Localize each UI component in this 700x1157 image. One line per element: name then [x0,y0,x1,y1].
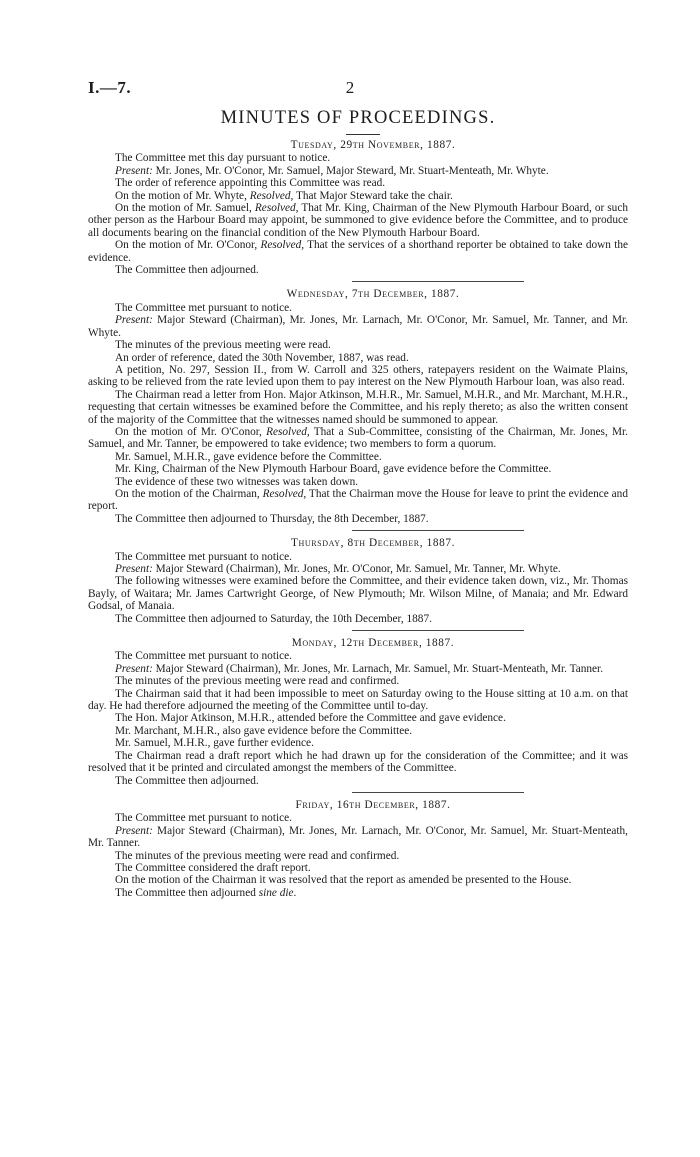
minutes-paragraph [88,850,628,862]
paragraph-text: The Committee considered the draft report. [115,861,311,874]
minutes-paragraph [88,688,628,713]
paragraph-text: The minutes of the previous meeting were read. [115,339,331,352]
minutes-paragraph [88,389,628,426]
meeting-section [88,799,628,899]
page-title: MINUTES OF PROCEEDINGS. [220,108,496,128]
paragraph-text: The Committee met pursuant to notice. [115,301,292,314]
minutes-paragraph [88,650,628,662]
minutes-paragraph [88,488,628,513]
paragraph-lead: On the motion of Mr. Whyte, [115,189,250,202]
paragraph-text: An order of reference, dated the 30th November, 1887, was read. [115,351,409,364]
meeting-section [88,537,628,625]
minutes-paragraph [88,812,628,824]
paragraph-text: Mr. Marchant, M.H.R., also gave evidence before the Committee. [115,724,413,737]
paragraph-text: On the motion of the Chairman it was resolved that the report as amended be presented to the House. [115,874,572,887]
title-rule [346,134,380,135]
paragraph-text: Major Steward (Chairman), Mr. Jones, Mr. Larnach, Mr. Samuel, Mr. Stuart-Menteath, Mr. Tanner. [152,662,604,675]
paragraph-text: The Committee then adjourned to Saturday, the 10th December, 1887. [115,612,432,625]
minutes-paragraph [88,314,628,339]
minutes-paragraph [88,165,628,177]
document-code: I.—7. [88,78,132,97]
paragraph-text: The evidence of these two witnesses was taken down. [115,475,359,488]
paragraph-lead: On the motion of the Chairman, [115,487,263,500]
minutes-paragraph [88,513,628,525]
paragraph-text: Mr. Jones, Mr. O'Conor, Mr. Samuel, Major Steward, Mr. Stuart-Menteath, Mr. Whyte. [152,164,549,177]
paragraph-lead: On the motion of Mr. O'Conor, [115,425,267,438]
minutes-paragraph [88,152,628,164]
paragraph-text: The Chairman read a letter from Hon. Major Atkinson, M.H.R., Mr. Samuel, M.H.R., and Mr. Marchant, M.H.R., requesting that certain witnesses be examined before the Committee, and his reply thereto; as also the written consent of the majority of the Committee that the witnesses named should be summoned to appear. [88,388,628,426]
minutes-paragraph [88,775,628,787]
meeting-section [88,637,628,787]
minutes-paragraph [88,264,628,276]
paragraph-text: The Committee met this day pursuant to notice. [115,152,331,165]
italic-label: Resolved, [266,425,310,438]
paragraph-text: The Committee met pursuant to notice. [115,650,292,663]
paragraph-text: The Committee met pursuant to notice. [115,550,292,563]
paragraph-text: The minutes of the previous meeting were read and confirmed. [115,849,400,862]
italic-label: Resolved, [249,189,294,202]
paragraph-text: The minutes of the previous meeting were read and confirmed. [115,675,400,688]
paragraph-lead: On the motion of Mr. Samuel, [115,202,255,215]
minutes-paragraph [88,862,628,874]
paragraph-text: Major Steward (Chairman), Mr. Jones, Mr. O'Conor, Mr. Samuel, Mr. Tanner, Mr. Whyte. [152,563,561,575]
paragraph-text: The Chairman read a draft report which he had drawn up for the consideration of the Committee; and it was resolved that it be printed and circulated amongst the members of the Committee. [88,749,628,775]
minutes-paragraph [88,463,628,475]
minutes-paragraph [88,725,628,737]
paragraph-text: Mr. Samuel, M.H.R., gave evidence before the Committee. [115,450,382,463]
paragraph-text: That Major Steward take the chair. [293,189,453,202]
minutes-paragraph [88,563,628,575]
minutes-paragraph [88,887,628,899]
section-divider [352,530,524,531]
minutes-paragraph [88,352,628,364]
meeting-date: Wednesday, 7th December, 1887. [286,288,460,301]
section-divider [352,630,524,631]
meeting-date: Thursday, 8th December, 1887. [290,537,456,550]
italic-label: sine die [258,886,294,899]
minutes-body [88,139,628,899]
minutes-paragraph [88,675,628,687]
paragraph-text: That the services of a shorthand reporter be obtained to take down the evidence. [88,239,628,264]
minutes-paragraph [88,177,628,189]
meeting-date: Tuesday, 29th November, 1887. [290,139,456,151]
minutes-paragraph [88,190,628,202]
page-header [0,78,700,108]
minutes-paragraph [88,202,628,239]
paragraph-text: The Hon. Major Atkinson, M.H.R., attended before the Committee and gave evidence. [115,712,506,725]
minutes-paragraph [88,663,628,675]
section-divider [352,281,524,282]
minutes-paragraph [88,613,628,625]
meeting-date: Friday, 16th December, 1887. [295,798,451,811]
minutes-paragraph [88,364,628,389]
minutes-paragraph [88,339,628,351]
meeting-section [88,139,628,276]
paragraph-lead: On the motion of Mr. O'Conor, [115,239,261,252]
minutes-paragraph [88,451,628,463]
paragraph-text: The Committee then adjourned. [115,774,259,787]
italic-label: Present: [115,563,153,575]
section-divider [352,792,524,793]
italic-label: Resolved, [262,487,307,500]
paragraph-text: The Committee met pursuant to notice. [115,812,292,825]
italic-label: Present: [115,314,153,327]
paragraph-text: The Chairman said that it had been impossible to meet on Saturday owing to the House sitting at 10 a.m. on that day. He had therefore adjourned the meeting of the Committee until to-day. [88,687,628,713]
page-number: 2 [345,78,355,97]
minutes-paragraph [88,825,628,850]
paragraph-lead: The Committee then adjourned [115,886,259,899]
minutes-paragraph [88,551,628,563]
italic-label: Resolved, [254,202,299,215]
paragraph-text: The order of reference appointing this Committee was read. [115,177,386,190]
paragraph-text: That Mr. King, Chairman of the New Plymouth Harbour Board, or such other person as the Harbour Board may appoint, be summoned to give evidence before the Committee, and to produce all documents bearing on the financial condition of the New Plymouth Harbour Board. [88,202,628,239]
minutes-paragraph [88,712,628,724]
minutes-paragraph [88,737,628,749]
paragraph-text: A petition, No. 297, Session II., from W. Carroll and 325 others, ratepayers resident on the Waimate Plains, asking to be relieved from the rate levied upon them to pay interest on the New Plymouth Harbour loan, was also read. [88,363,628,389]
meeting-section [88,288,628,525]
paragraph-text: Mr. Samuel, M.H.R., gave further evidence. [115,737,314,750]
italic-label: Present: [115,662,153,675]
minutes-paragraph [88,239,628,264]
italic-label: Present: [115,164,153,177]
paragraph-text: That a Sub-Committee, consisting of the Chairman, Mr. Jones, Mr. Samuel, and Mr. Tanner, be empowered to take evidence; two members to form a quorum. [88,425,628,451]
paragraph-text: Major Steward (Chairman), Mr. Jones, Mr. Larnach, Mr. O'Conor, Mr. Samuel, Mr. Tanner, and Mr. Whyte. [88,314,628,339]
minutes-paragraph [88,575,628,612]
paragraph-text: The following witnesses were examined before the Committee, and their evidence taken down, viz., Mr. Thomas Bayly, of Waitara; Mr. James Cartwright George, of New Plymouth; Mr. Wilson Milne, of Manaia; and Mr. Edward Godsal, of Manaia. [88,575,628,613]
minutes-paragraph [88,302,628,314]
paragraph-text: The Committee then adjourned to Thursday, the 8th December, 1887. [115,512,429,525]
italic-label: Present: [115,824,153,837]
meeting-date: Monday, 12th December, 1887. [291,637,455,650]
paragraph-text: Major Steward (Chairman), Mr. Jones, Mr. Larnach, Mr. O'Conor, Mr. Samuel, Mr. Stuart-Menteath, Mr. Tanner. [88,824,628,850]
minutes-paragraph [88,874,628,886]
paragraph-text: Mr. King, Chairman of the New Plymouth Harbour Board, gave evidence before the Committee. [115,463,552,476]
minutes-paragraph [88,476,628,488]
minutes-paragraph [88,426,628,451]
paragraph-text: The Committee then adjourned. [115,264,259,277]
paragraph-text: That the Chairman move the House for leave to print the evidence and report. [88,487,628,513]
minutes-paragraph [88,750,628,775]
paragraph-text: . [293,886,297,899]
italic-label: Resolved, [260,239,305,252]
